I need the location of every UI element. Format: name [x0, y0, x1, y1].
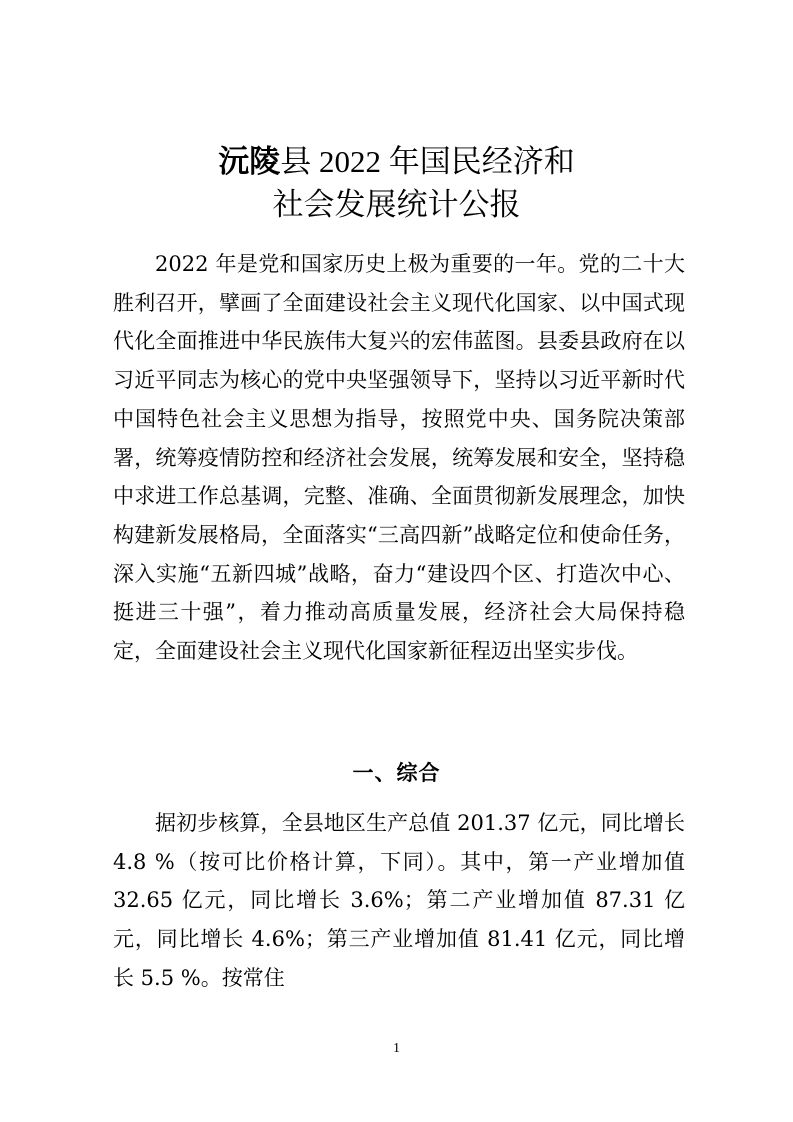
section-heading-overview: 一、综合: [352, 761, 441, 785]
document-title-line2: 社会发展统计公报: [272, 187, 521, 222]
page-number: 1: [393, 1041, 400, 1056]
intro-paragraph: 2022 年是党和国家历史上极为重要的一年。党的二十大胜利召开，擘画了全面建设社会主义现代化国家、以中国式现代化全面推进中华民族伟大复兴的宏伟蓝图。县委县政府在以习近平同志为核心的党中央坚强领导下，坚持以习近平新时代中国特色社会主义思想为指导，按照党中央、国务院决策部署，统筹疫情防控和经济社会发展，统筹发展和安全，坚持稳中求进工作总基调，完整、准确、全面贯彻新发展理念，加快构建新发展格局，全面落实“三高四新”战略定位和使命任务，深入实施“五新四城”战略，奋力“建设四个区、打造次中心、挺进三十强”，着力推动高质量发展，经济社会大局保持稳定，全面建设社会主义现代化国家新征程迈出坚实步伐。: [113, 252, 685, 664]
document-title-line1: [0, 142, 793, 182]
title-county-name: 沅陵: [218, 144, 281, 179]
overview-paragraph: 据初步核算，全县地区生产总值 201.37 亿元，同比增长 4.8 %（按可比价格计算，下同）。其中，第一产业增加值 32.65 亿元，同比增长 3.6%；第二产业增加值 87.31 亿元，同比增长 4.6%；第三产业增加值 81.41 亿元，同比增长 5.5 %。按常住: [113, 811, 685, 990]
title-line1-rest: 县 2022 年国民经济和: [280, 144, 575, 179]
